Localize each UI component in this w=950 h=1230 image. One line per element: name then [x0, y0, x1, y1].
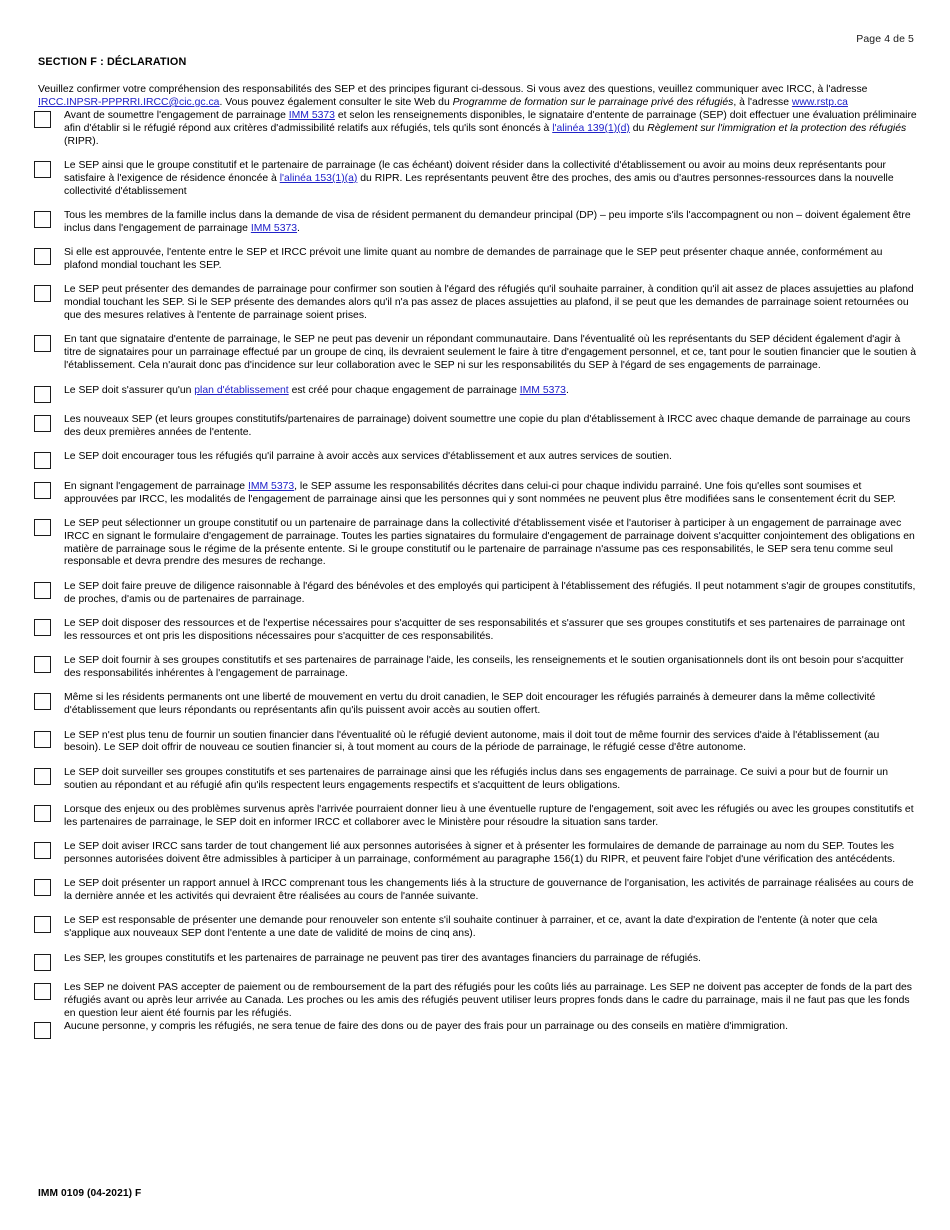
checkbox-repondant-communautaire[interactable]: [34, 335, 51, 352]
plain-text: Le SEP doit encourager tous les réfugiés qu'il parraine à avoir accès aux services d'établissement et aux autres services de soutien.: [64, 451, 672, 463]
plain-text: Aucune personne, y compris les réfugiés, ne sera tenue de faire des dons ou de payer des frais pour un parrainage ou des conseils en matière d'immigration.: [64, 1020, 788, 1032]
inline-link[interactable]: plan d'établissement: [194, 384, 289, 396]
intro-program-title: Programme de formation sur le parrainage privé des réfugiés: [452, 96, 734, 108]
checkbox-signature-engagement-responsabilites[interactable]: [34, 482, 51, 499]
plain-text: et selon les renseignements disponibles, le signataire d'entente de parrainage (SEP) doit effectuer une évaluation préliminaire afin d'établir si le réfugié répond aux critères d'admissibilité relatifs aux réfugiés, tels qu'ils sont énoncés à: [64, 110, 917, 134]
inline-link[interactable]: IMM 5373: [250, 222, 298, 234]
checkbox-avantages-financiers[interactable]: [34, 954, 51, 971]
checklist-item: [34, 581, 918, 607]
checklist-item-text: [64, 915, 918, 941]
inline-link[interactable]: IMM 5373: [288, 110, 335, 121]
plain-text: Le SEP est responsable de présenter une demande pour renouveler son entente s'il souhaite continuer à parrainer, et ce, avant la date d'expiration de l'entente (à noter que cela s'applique aux nouveaux SEP dont l'entente a une date de validité de moins de cinq ans).: [64, 915, 878, 940]
intro-text-part1: Veuillez confirmer votre compréhension des responsabilités des SEP et des principes figurant ci-dessous. Si vous avez des questions, veuillez communiquer avec IRCC, à l'adresse: [38, 84, 868, 95]
checklist-item-text: [64, 110, 918, 149]
checkbox-plan-etablissement-cree[interactable]: [34, 386, 51, 403]
checkbox-plafond-mondial[interactable]: [34, 248, 51, 265]
checkbox-nouveaux-sep-copie-plan[interactable]: [34, 415, 51, 432]
website-link[interactable]: www.rstp.ca: [791, 96, 848, 108]
checkbox-liberte-mouvement[interactable]: [34, 693, 51, 710]
plain-text: Avant de soumettre l'engagement de parrainage: [64, 110, 289, 121]
checkbox-evaluation-preliminaire[interactable]: [34, 111, 51, 128]
checkbox-surveiller-groupes[interactable]: [34, 768, 51, 785]
checklist-item: [34, 518, 918, 569]
checklist-item: [34, 451, 918, 469]
checklist-item: [34, 284, 918, 323]
checklist-item: [34, 618, 918, 644]
plain-text: Les SEP, les groupes constitutifs et les partenaires de parrainage ne peuvent pas tirer des avantages financiers du parrainage de réfugiés.: [64, 952, 701, 964]
checklist-item-text: [64, 210, 918, 236]
checklist-item: [34, 655, 918, 681]
checklist-item-text: [64, 767, 918, 793]
form-identifier: IMM 0109 (04-2021) F: [38, 1188, 142, 1199]
checkbox-selection-groupe-constitutif[interactable]: [34, 519, 51, 536]
plain-text: est créé pour chaque engagement de parrainage: [288, 384, 520, 396]
plain-text: , le SEP assume les responsabilités décrites dans celui-ci pour chaque individu parrainé. Une fois qu'elles sont soumises et approuvées par IRCC, les modalités de l'engagement de parrainage ainsi que les personnes qui y sont nommées ne peuvent plus être modifiées sans le consentement écrit du SEP.: [64, 480, 896, 505]
inline-link[interactable]: IMM 5373: [519, 384, 566, 396]
checklist-item-text: [64, 385, 918, 398]
checklist-item: [34, 982, 918, 1021]
italic-text: Règlement sur l'immigration et la protection des réfugiés: [647, 122, 907, 134]
checkbox-rapport-annuel[interactable]: [34, 879, 51, 896]
plain-text: Même si les résidents permanents ont une liberté de mouvement en vertu du droit canadien, le SEP doit encourager les réfugiés parrainés à demeurer dans la même collectivité d'établissement que leurs répondants ou représentants afin qu'ils puissent avoir accès au soutien offert.: [64, 692, 876, 717]
plain-text: Le SEP doit faire preuve de diligence raisonnable à l'égard des bénévoles et des employés qui participent à l'établissement des réfugiés. Il peut notamment s'agir de groupes constitutifs, de proches, d'amis ou de partenaires de parrainage.: [64, 580, 916, 605]
checklist-item-text: [64, 953, 918, 966]
checklist-item: [34, 841, 918, 867]
plain-text: du RIPR. Les représentants peuvent être des proches, des amis ou d'autres personnes-ressources dans la nouvelle collectivité d'établissement: [64, 172, 894, 197]
checklist-item-text: [64, 160, 918, 199]
plain-text: Si elle est approuvée, l'entente entre le SEP et IRCC prévoit une limite quant au nombre de demandes de parrainage que le SEP peut présenter chaque année, conformément au plafond mondial touchant les SEP.: [64, 247, 883, 272]
checklist-item-text: [64, 481, 918, 507]
checklist-item-text: [64, 804, 918, 830]
checklist-item: [34, 334, 918, 373]
intro-text-part2: . Vous pouvez également consulter le site Web du: [219, 96, 453, 108]
checklist-item: [34, 804, 918, 830]
checklist-item: [34, 953, 918, 971]
checkbox-aucune-personne-dons[interactable]: [34, 1022, 51, 1039]
plain-text: Lorsque des enjeux ou des problèmes survenus après l'arrivée pourraient donner lieu à une éventuelle rupture de l'engagement, soit avec les réfugiés ou avec les groupes constitutifs et les partenaires de parrainage, le SEP doit en informer IRCC et collaborer avec le Ministère pour résoudre la situation sans tarder.: [64, 803, 914, 828]
checklist-item: [34, 210, 918, 236]
plain-text: Le SEP doit disposer des ressources et de l'expertise nécessaires pour s'acquitter de ses responsabilités et s'assurer que ses groupes constitutifs et ses partenaires de parrainage ont les ressources et ont pris les dispositions nécessaires pour s'acquitter de ces responsabilités.: [64, 617, 905, 642]
checklist-item-text: [64, 692, 918, 718]
plain-text: Les SEP ne doivent PAS accepter de paiement ou de remboursement de la part des réfugiés pour les coûts liés au parrainage. Les SEP ne doivent pas accepter de fonds de la part des réfugiés avant ou après leur arrivée au Canada. Les proches ou les amis des réfugiés peuvent utiliser leurs propres fonds dans le cadre du parrainage, mais il ne faut pas que les fonds en question leur aient été fournis par les réfugiés.: [64, 982, 912, 1019]
plain-text: Les nouveaux SEP (et leurs groupes constitutifs/partenaires de parrainage) doivent soumettre une copie du plan d'établissement à IRCC avec chaque demande de parrainage au cours des deux premières années de l'entente.: [64, 414, 911, 438]
checklist-item: [34, 247, 918, 273]
plain-text: Le SEP doit surveiller ses groupes constitutifs et ses partenaires de parrainage ainsi que les réfugiés inclus dans ses engagements de parrainage. Ce suivi a pour but de fournir un soutien au répondant et au réfugié afin qu'ils respectent leurs engagements respectifs et s'acquittent de leurs obligations.: [64, 766, 889, 791]
checklist-item: [34, 110, 918, 149]
plain-text: Le SEP doit s'assurer qu'un: [64, 384, 195, 396]
checklist-item: [34, 385, 918, 403]
plain-text: .: [297, 222, 300, 234]
checklist-item-text: [64, 451, 918, 464]
checkbox-residence-collectivite[interactable]: [34, 161, 51, 178]
checklist-item: [34, 730, 918, 756]
checklist-item-text: [64, 334, 918, 373]
plain-text: En signant l'engagement de parrainage: [64, 480, 248, 492]
checkbox-membres-famille[interactable]: [34, 211, 51, 228]
plain-text: .: [565, 384, 569, 396]
checklist-item: [34, 878, 918, 904]
plain-text: En tant que signataire d'entente de parrainage, le SEP ne peut pas devenir un répondant communautaire. Dans l'éventualité où les représentants du SEP décident également d'agir à titre de signataires pour un parrainage effectué par un groupe de cinq, ils devraient seulement le faire à titre d'engagement personnel, et ce, tant pour le soutien financier que le soutien à l'établissement. Cela n'aurait donc pas d'incidence sur leur collaboration avec le SEP ni sur les responsabilités du SEP à l'égard de ses engagements de parrainage.: [64, 334, 917, 372]
checklist-item-text: [64, 730, 918, 756]
checklist-item-text: [64, 655, 918, 681]
checklist-item: [34, 481, 918, 507]
plain-text: Le SEP doit fournir à ses groupes constitutifs et ses partenaires de parrainage l'aide, les conseils, les renseignements et le soutien organisationnels dont ils ont besoin pour s'acquitter des responsabilités inhérentes à l'engagement de parrainage.: [64, 655, 904, 679]
checklist-item: [34, 414, 918, 440]
page-number: Page 4 de 5: [856, 33, 914, 45]
checklist-item-text: [64, 247, 918, 273]
plain-text: Le SEP doit aviser IRCC sans tarder de tout changement lié aux personnes autorisées à signer et à présenter les formulaires de demande de parrainage au nom du SEP. Toutes les personnes autorisées doivent être admissibles à participer à un parrainage, conformément au paragraphe 156(1) du RIPR, et peuvent faire l'objet d'une vérification des antécédents.: [64, 841, 896, 865]
checkbox-fournir-aide-conseils[interactable]: [34, 656, 51, 673]
section-title: SECTION F : DÉCLARATION: [38, 56, 187, 68]
checklist-item-text: [64, 284, 918, 323]
checklist-item: [34, 1021, 918, 1039]
checklist-item-text: [64, 618, 918, 644]
plain-text: Le SEP peut sélectionner un groupe constitutif ou un partenaire de parrainage dans la collectivité d'établissement visée et l'autoriser à participer à un engagement de parrainage avec IRCC en signant le formulaire d'engagement de parrainage. Toutes les parties signataires du formulaire d'engagement de parrainage doivent s'acquitter conjointement des obligations en matière de parrainage sous le régime de la présente entente. Si le groupe constitutif ou le partenaire de parrainage n'assume pas ces responsabilités, le SEP sera tenu comme seul responsable et devra prendre des mesures de rechange.: [64, 517, 915, 568]
checklist-item-text: [64, 581, 918, 607]
checklist-item: [34, 692, 918, 718]
plain-text: Tous les membres de la famille inclus dans la demande de visa de résident permanent du demandeur principal (DP) – peu importe s'ils l'accompagnent ou non – doivent également être inclus dans l'engagement de parrainage: [64, 210, 911, 234]
checklist-item-text: [64, 1021, 918, 1034]
plain-text: (RIPR).: [64, 135, 99, 147]
inline-link[interactable]: l'alinéa 139(1)(d): [552, 122, 630, 134]
email-link[interactable]: IRCC.INPSR-PPPRRI.IRCC@cic.gc.ca: [38, 96, 220, 108]
inline-link[interactable]: IMM 5373: [247, 480, 295, 492]
plain-text: Le SEP peut présenter des demandes de parrainage pour confirmer son soutien à l'égard des réfugiés qu'il souhaite parrainer, à condition qu'il ait assez de places assujetties au plafond mondial touchant les SEP. Si le SEP présente des demandes alors qu'il n'a pas assez de places assujetties au plafond, il se peut que les demandes de parrainage soient retournées ou que des mesures relatives à l'entente de parrainage soient prises.: [64, 284, 914, 322]
checkbox-renouvellement-entente[interactable]: [34, 916, 51, 933]
intro-text-part3: , à l'adresse: [733, 96, 792, 108]
checkbox-diligence-raisonnable[interactable]: [34, 582, 51, 599]
checkbox-soutien-financier-autonome[interactable]: [34, 731, 51, 748]
checkbox-ressources-expertise[interactable]: [34, 619, 51, 636]
declaration-checklist: [34, 110, 918, 1050]
checkbox-aviser-changement-signataires[interactable]: [34, 842, 51, 859]
intro-paragraph: [38, 84, 914, 110]
plain-text: du: [629, 122, 648, 134]
checklist-item-text: [64, 841, 918, 867]
checklist-item-text: [64, 414, 918, 440]
checkbox-encourager-acces-services[interactable]: [34, 452, 51, 469]
plain-text: Le SEP doit présenter un rapport annuel à IRCC comprenant tous les changements liés à la structure de gouvernance de l'organisation, les activités de parrainage réalisées au cours de la dernière année et les activités qui devraient être réalisées au cours de l'année suivante.: [64, 878, 914, 903]
checklist-item-text: [64, 878, 918, 904]
checklist-item-text: [64, 518, 918, 569]
inline-link[interactable]: l'alinéa 153(1)(a): [279, 172, 358, 184]
checkbox-demandes-parrainage-places[interactable]: [34, 285, 51, 302]
checklist-item: [34, 915, 918, 941]
checkbox-rupture-engagement[interactable]: [34, 805, 51, 822]
checkbox-pas-accepter-paiement[interactable]: [34, 983, 51, 1000]
checklist-item: [34, 767, 918, 793]
checklist-item: [34, 160, 918, 199]
plain-text: Le SEP n'est plus tenu de fournir un soutien financier dans l'éventualité où le réfugié devient autonome, mais il doit tout de même fournir des services d'aide à l'établissement (au besoin). Le SEP doit offrir de nouveau ce soutien financier si, à tout moment au cours de la période de parrainage, le réfugié cesse d'être autonome.: [64, 729, 880, 754]
checklist-item-text: [64, 982, 918, 1021]
plain-text: Le SEP ainsi que le groupe constitutif et le partenaire de parrainage (le cas échéant) doivent résider dans la collectivité d'établissement ou avoir au moins deux représentants pour satisfaire à l'exigence de résidence énoncée à: [64, 160, 886, 184]
